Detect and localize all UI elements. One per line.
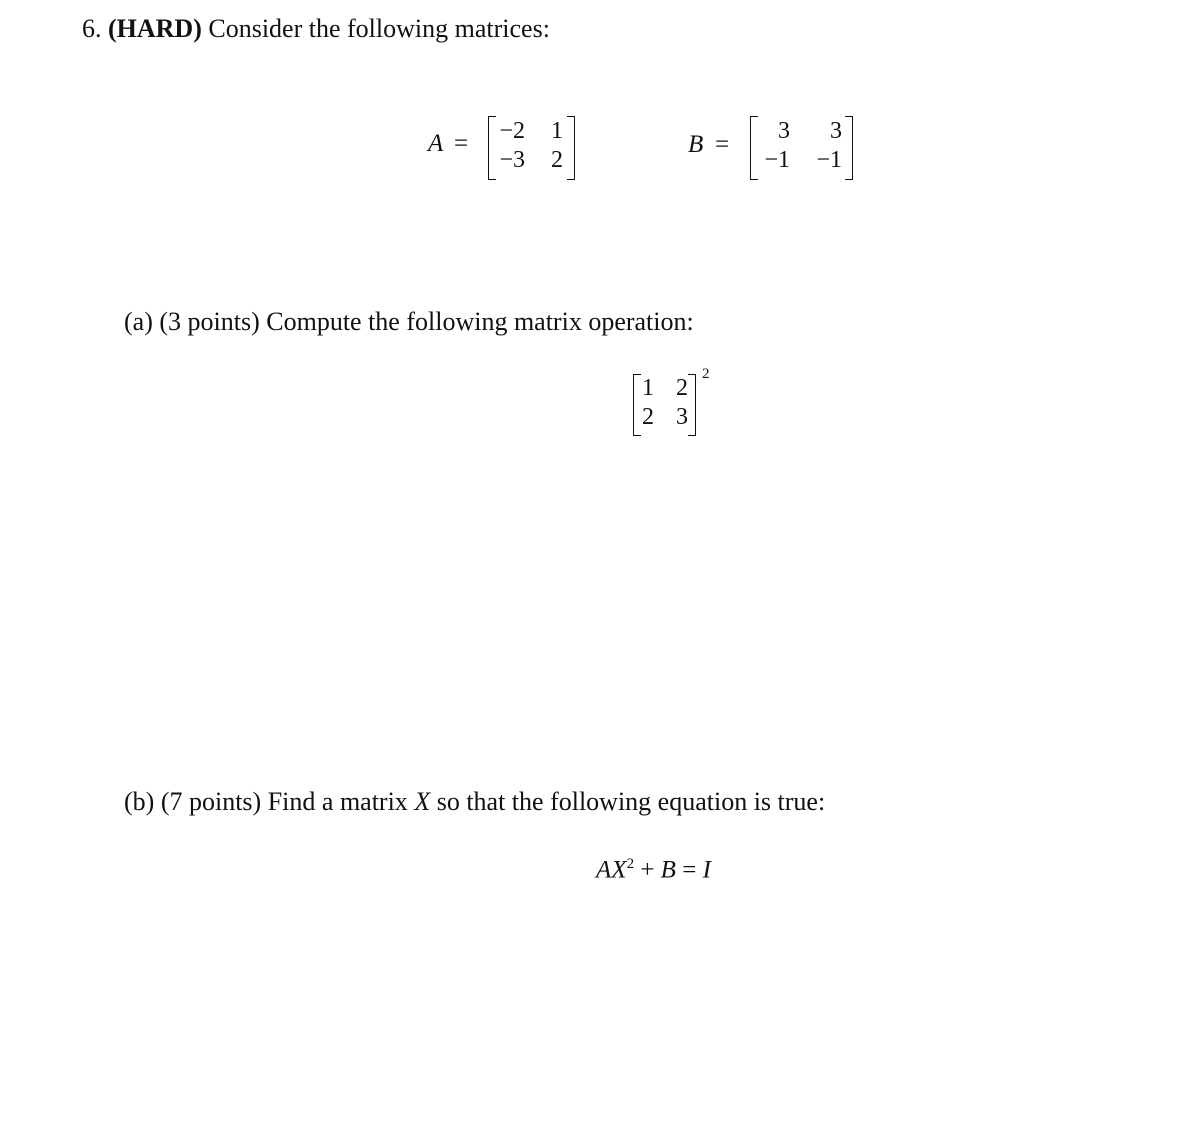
problem-difficulty: (HARD) xyxy=(108,14,202,43)
matrix-b-cell: 3 xyxy=(778,118,790,144)
part-a-label: (a) xyxy=(124,307,153,336)
matrix-a-equals: = xyxy=(454,130,469,157)
part-b-text-after: so that the following equation is true: xyxy=(436,787,826,816)
part-a-right-bracket xyxy=(688,374,696,436)
equation-plus: + xyxy=(640,856,655,884)
matrix-a-left-bracket xyxy=(488,116,496,180)
part-a-prompt xyxy=(124,307,694,337)
equation-exponent: 2 xyxy=(626,856,635,872)
matrix-a-cell: 2 xyxy=(551,147,563,173)
matrix-b-right-bracket xyxy=(845,116,853,180)
matrix-a-cell: 1 xyxy=(551,118,563,144)
part-a-matrix-grid xyxy=(640,374,688,432)
part-b-points: (7 points) xyxy=(160,787,262,816)
part-b-equation xyxy=(596,856,711,884)
part-b-prompt xyxy=(124,787,825,817)
problem-heading xyxy=(82,14,550,44)
matrix-a-right-bracket xyxy=(567,116,575,180)
part-b-variable: X xyxy=(414,787,431,816)
matrix-b-equals: = xyxy=(715,131,730,158)
equation-i: I xyxy=(702,856,711,884)
problem-statement: Consider the following matrices: xyxy=(208,14,550,43)
part-b-label: (b) xyxy=(124,787,155,816)
part-a-cell: 1 xyxy=(642,375,654,401)
part-a-cell: 3 xyxy=(676,404,688,430)
part-a-exponent: 2 xyxy=(702,366,710,382)
matrix-b-cell: 3 xyxy=(830,118,842,144)
matrix-a-cell: −3 xyxy=(499,147,525,173)
part-a-text: Compute the following matrix operation: xyxy=(266,307,694,336)
problem-number: 6. xyxy=(82,14,102,43)
part-b-text-before: Find a matrix xyxy=(267,787,408,816)
matrix-b-cell: −1 xyxy=(764,147,790,173)
matrix-b-grid xyxy=(758,117,842,175)
equation-b: B xyxy=(660,856,676,884)
matrix-b-left-bracket xyxy=(750,116,758,180)
matrix-a-name: A xyxy=(428,130,444,157)
equation-a: A xyxy=(596,856,612,884)
equation-x: X xyxy=(611,856,627,884)
part-a-cell: 2 xyxy=(676,375,688,401)
matrix-b-cell: −1 xyxy=(816,147,842,173)
matrix-a-cell: −2 xyxy=(499,118,525,144)
matrix-b-name: B xyxy=(688,131,704,158)
equation-equals: = xyxy=(682,856,697,884)
matrix-a-grid xyxy=(497,117,563,175)
part-a-cell: 2 xyxy=(642,404,654,430)
part-a-points: (3 points) xyxy=(159,307,260,336)
